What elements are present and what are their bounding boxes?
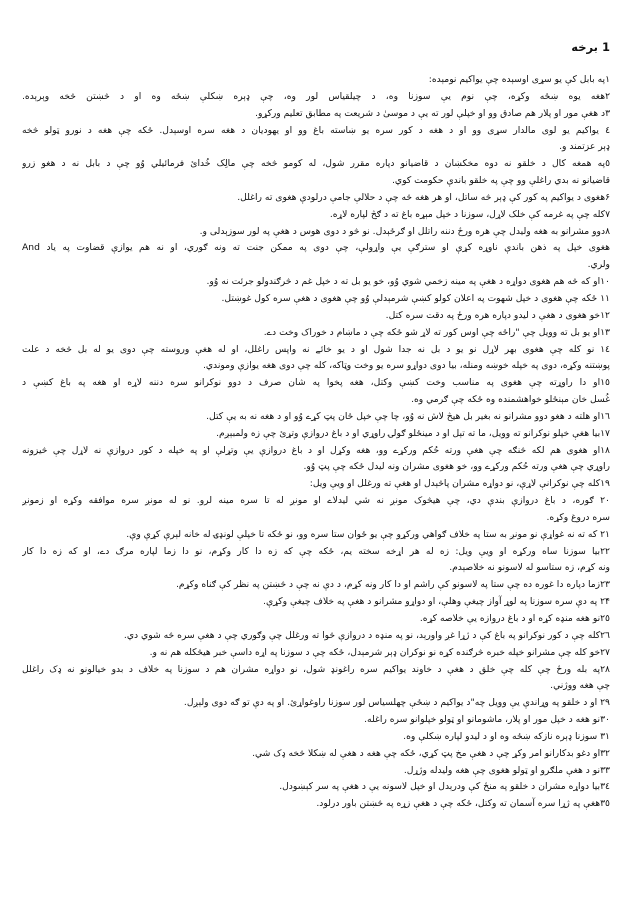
- text-line: ولري.: [587, 259, 610, 271]
- text-line: ۳٤بیا دواړه مشران د خلقو په منځ کې ودرېدل او خپل لاسونه یې د هغې په سر کېښودل.: [279, 781, 610, 793]
- text-line: سره دروغ وکړه.: [546, 511, 610, 523]
- text-line: ۱۹کله چې نوکرانې لاړې، نو دواړه مشران پاڅېدل او هغې ته ورغلل او ویې ویل:: [309, 478, 610, 490]
- text-line: ۲۳زما دپاره دا غوره ده چې ستا په لاسونو کې راشم او دا کار ونه کړم، د دې نه چې د څښتن په نظر کې ګناه وکړم.: [175, 579, 610, 591]
- text-line: ۲۸په بله ورځ چې کله چې خلق د هغې د خاوند یواکیم سره راغونډ شول، نو دواړه مشران هم د سوزنا په خلاف د بدو خیالونو نه ډک راغلل: [22, 663, 610, 675]
- text-line: ۲۴ په دې سره سوزنا په لوړ آواز چیغې وهلې، او دواړو مشرانو د هغې په خلاف چیغې وکړې.: [263, 596, 610, 608]
- text-line: ۲۰ ګوره، د باغ دروازې بندې دي، چې هیڅوک مونږ نه شي لیدلاے او مونږ له تا سره مینه لرو. نو له مونږ سره موافقه وکړه او زمونږ: [22, 495, 610, 507]
- text-line: ۲۲بیا سوزنا ساه ورکړه او ویې ویل: زه له هر اړخه سخته یم، ځکه چې که زه دا کار وکړم، نو دا زما لپاره مرګ دے، او که زه دا کار: [22, 545, 610, 557]
- text-line: قاضیانو نه بدي راغلې وو چې په خلقو باندې حکومت کوي.: [391, 175, 610, 187]
- text-line: ۱۲خو هغوی د هغې د لیدو دپاره هره ورځ په دقت سره کتل.: [385, 309, 610, 321]
- text-line: ډېر عزتمند و.: [559, 141, 610, 153]
- text-line: ٤ یواکیم یو لوی مالدار سړی وو او د هغه د کور سره یو ښاسته باغ وو او یهودیان د هغه سره اوسېدل. ځکه چې هغه د نورو ټولو څخه: [22, 124, 610, 136]
- text-line: ۸دوو مشرانو به هغه ولیدل چې هره ورځ دننه راتلل او ګرځېدل. نو څو د دوی هوس د هغې په لور سوزېدلی و.: [199, 225, 610, 237]
- text-line: ۱٥او دا راوړته چې هغوی په مناسب وخت کښې وکتل، هغه پخوا په شان صرف د دوو نوکرانو سره دننه لاړه او هغه په باغ کښې د: [22, 377, 610, 389]
- text-line: ۱۰او که څه هم هغوی دواړه د هغې په مینه زخمي شوي وُو، خو یو بل ته د خپل غم د څرګندولو جرئت نه وُو.: [206, 276, 610, 288]
- text-line: ۱۷بیا هغې خپلو نوکرانو ته وویل، ما ته تېل او د مینځلو ګولۍ راوړي او د باغ دروازې وتړئ چې زه ولمبېږم.: [216, 427, 610, 439]
- text-line: راوړي چې هغې ورته حُکم ورکړے وو، خو هغوی مشران ونه لیدل ځکه چې پټ وُو.: [303, 461, 610, 473]
- text-line: ۱په بابل کې یو سړی اوسېده چې یواکیم نومېده:: [428, 74, 610, 85]
- text-lines: [22, 72, 610, 813]
- text-line: غُسل خان مېنځلو خواهشمنده وه ځکه چې ګرمي وه.: [411, 394, 610, 406]
- text-line: ۲۷خو کله چې مشرانو خپله خبره څرګنده کړه نو نوکران ډېر شرمېدل، ځکه چې د سوزنا په اړه داسې خبر هیڅکله هم نه و.: [149, 646, 610, 658]
- text-line: ونه کړم، زه ستاسو له لاسونو نه خلاصېدم.: [449, 562, 610, 574]
- text-line: And هغوی خپل په ذهن باندې ناوړه کړې او سترګې یې واړولې، چې دوی په ممکن جنت ته ونه ګوري، او نه هم یوازې قضاوت په یاد: [22, 242, 610, 254]
- text-line: ۱۳او یو بل ته وویل چې "راځه چې اوس کور ته لاړ شو ځکه چې د ماښام د خوراک وخت دے.: [263, 326, 610, 338]
- text-line: ۲۹ او د خلقو په وړاندې یې وویل چه"د یواکیم د ښځې چهلسیاس لور سوزنا راوغواړئ. او په دې تو ګه دوی ولېږل.: [183, 697, 610, 709]
- text-line: ۲٦کله چې د کور نوکرانو په باغ کې د ژړا غږ واورېد، نو په منډه د دروازې څوا ته ورغلل چې وګوري چې د هغې سره څه شوي دي.: [123, 629, 610, 641]
- text-line: ۳٥هغې په ژړا سره آسمان ته وکتل، ځکه چې د هغې زړه په څښتن باور درلود.: [316, 798, 610, 810]
- text-line: چې هغه ووژني.: [550, 680, 610, 692]
- text-line: ۳۰نو هغه د خپل مور او پلار، ماشومانو او ټولو خپلوانو سره راغله.: [364, 714, 610, 726]
- text-line: ٥په همغه کال د خلقو نه دوه مخکښان د قاضیانو دپاره مقرر شول، له کومو څخه چې مالِک خُدائ فرمائیلي وُو چې د بابل نه د هغو زرو: [22, 158, 610, 170]
- text-line: ۱۸او هغوی هم لکه څنګه چې هغې ورته حُکم ورکړے وو، هغه وکړل او د باغ دروازې یې وتړلې او په خپله د کور دروازې نه لاړل چې څیزونه: [22, 444, 610, 456]
- text-line: ۲۱ که ته نه غواړې نو مونږ به ستا په خلاف ګواهي ورکړو چې یو ځوان ستا سره وو، نو ځکه تا خپلې لونډۍ له خانه لېرې کړې وې.: [126, 528, 610, 540]
- text-line: ۳۳نو د هغې ملګرو او ټولو هغوی چې هغه ولیدله وژړل.: [403, 764, 610, 776]
- text-line: ۳۲او دغو بدکارانو امر وکړ چې د هغې مخ پټ کړي، ځکه چې هغه د هغې له ښکلا څخه ډک شي.: [252, 747, 610, 759]
- text-line: ۶هغوی د یواکیم په کور کې ډېر څه ساتل، او هر هغه څه چې د حلالې جامې درلودې هغوی ته راغلل.: [237, 191, 610, 203]
- text-line: ۳د هغې مور او پلار هم صادق وو او خپلې لور ته یې د موسیٰ د شریعت په مطابق تعلیم ورکړو.: [255, 107, 610, 119]
- text-line: ۳۱ سوزنا ډېره نازکه ښځه وه او د لیدو لپاره ښکلې وه.: [403, 730, 610, 742]
- text-line: ۱٤ نو کله چې هغوی بهر لاړل نو یو د بل نه جدا شول او د یو خائے نه واپس راغلل، او له هغې وروسته چې دوی یو له بل څخه د علت: [22, 343, 610, 355]
- text-line: ۱٦او هلته د هغو دوو مشرانو نه بغیر بل هیڅ لاش نه وُو، چا چې خپل ځان پټ کړے وُو او د هغه نه به یې کتل.: [206, 410, 610, 422]
- text-line: ۲٥نو هغه منډه کړه او د باغ دروازه یې خلاصه کړه.: [419, 613, 610, 624]
- text-line: ۱۱ ځکه چې هغوی د خپل شهوت په اعلان کولو کښې شرمېدلې وُو چې هغوی د هغې سره کول غوښتل.: [221, 292, 610, 304]
- text-line: ۷کله چې په غرمه کې خلک لاړل، سوزنا د خپل مېړه باغ ته د ګڅ لپاره لاړه.: [329, 208, 610, 220]
- text-line: پوښتنه وکړه، دوی په خپله خوښه ومنله، بیا دوی دواړو سره یو وخت وټاکه، کله چې دوی هغه یوازې وموندي.: [202, 360, 610, 372]
- chapter-heading: 1 برخه: [571, 40, 610, 54]
- text-line: ۲هغه یوه ښځه وکړه، چې نوم یې سوزنا وه، د چیلقیاس لور وه، چې ډېره ښکلې ښځه وه او د څښتن څخه وېرېده.: [22, 90, 610, 102]
